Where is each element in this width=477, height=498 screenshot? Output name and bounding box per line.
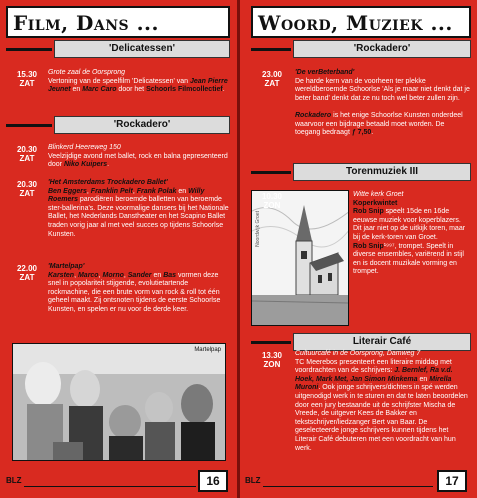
church-photo — [251, 190, 349, 326]
section-heading-delicatessen: 'Delicatessen' — [54, 40, 230, 58]
section-rule — [6, 124, 52, 127]
left-page-title: Film, Dans ... — [6, 6, 230, 38]
page-number: 17 — [437, 470, 467, 492]
event-time: 20.30 ZAT — [16, 180, 38, 198]
footer-rule — [24, 486, 196, 487]
right-page — [239, 0, 477, 498]
section-heading-rockadero: 'Rockadero' — [54, 116, 230, 134]
section-rule — [251, 341, 291, 344]
footer-label: BLZ — [6, 476, 22, 485]
event-description: 'De verBeterband' De harde kern van de voorheen ter plekke wereldberoemde Schoorlse 'Als je maar niet denkt dat je beter band' denkt dat ze nu toch wel beter zullen zijn. Rockadero is het enige Schoorlse Kunsten onderdeel waarvoor een bijdrage betaald moet worden. De toegang bedraagt ƒ 7,50. — [295, 69, 470, 137]
event-time: 22.00 ZAT — [16, 264, 38, 282]
section-heading-torenmuziek: Torenmuziek III — [293, 163, 471, 181]
band-photo — [12, 343, 226, 461]
event-description: Blinkerd Heereweg 150 Veelzijdige avond met ballet, rock en balna gepresenteerd door Niko Kuipers. — [48, 144, 228, 169]
left-page — [0, 0, 238, 498]
event-description: Witte kerk Groet Koperkwintet Rob Snip speelt 15de en 16de eeuwse muziek voor koperblazers. Dit jaar niet op de uitkijk toren, maar bij de kerk-toren van Groet. Rob Snip¹⁹⁹⁷, trompet. Speelt in diverse ensembles, variërend in stijl en is docent muzikale vorming en trompet. — [353, 191, 466, 276]
section-heading-rockadero: 'Rockadero' — [293, 40, 471, 58]
section-rule — [251, 171, 291, 174]
event-description: Grote zaal de Oorsprong Vertoning van de speelfilm 'Delicatessen' van Jean Pierre Jeunet en Marc Caro door het Schoorls Filmcollectief. — [48, 69, 228, 94]
footer-rule — [263, 486, 433, 487]
event-time: 10.30 ZON — [261, 192, 283, 210]
footer-label: BLZ — [245, 476, 261, 485]
section-rule — [6, 48, 52, 51]
event-time: 15.30 ZAT — [16, 70, 38, 88]
event-time: 13.30 ZON — [261, 351, 283, 369]
page-number: 16 — [198, 470, 228, 492]
event-description: 'Martelpap' Karsten, Marco, Morno, Sander en Bas vormen deze snel in popolariteit stijgende, evolutietartende rockmachine, die een brute vorm van rock & roll tot één geheel maakt. Zij ontsnoten tijdens de eerste Schoorlse Kunsten, en spelen er nu voor de derde keer. — [48, 263, 221, 313]
section-rule — [251, 48, 291, 51]
photo-caption: Martelpap — [194, 347, 221, 353]
church-image — [252, 191, 349, 326]
right-page-title: Woord, Muziek ... — [251, 6, 471, 38]
event-description: 'Het Amsterdams Trockadero Ballet' Ben Eggers, Franklin Pelt, Frank Polak en Willy Roemers parodiëren beroemde balletten van beroemde ster-ballerina's. Deze voormalige dansers bij het Nationale Ballet, het Nederlands Danstheater en het Scapino Ballet traden vorig jaar al met veel succes op tijdens Schoorlse Kunsten. — [48, 179, 229, 238]
church-caption: Noordwijk Groet — [255, 211, 261, 247]
section-heading-literair-cafe: Literair Café — [293, 333, 471, 351]
event-time: 20.30 ZAT — [16, 145, 38, 163]
event-description: Cultuurcafé in de Oorsprong, Damweg 7 TC Meerebos presenteert een literaire middag met voordrachten van de schrijvers: J. Bernlef, Ra v.d. Hoek, Mark Met, Jan Simon Minkema en Mirella Muroni. Ook jonge schrijvers/dichters in spé werden uitgenodigd werk in te sturen en dat te laten beoordelen door een jury bestaande uit de schrijfster Mischa de Vreede, de uitgever Kees de Bakker en tekstschrijver/liedzanger Bert van Baar. De geselecteerde jonge schrijvers kunnen tijdens het Literair Café debuteren met een voordracht van hun werk. — [295, 350, 468, 452]
band-photo-image — [13, 344, 226, 461]
event-time: 23.00 ZAT — [261, 70, 283, 88]
